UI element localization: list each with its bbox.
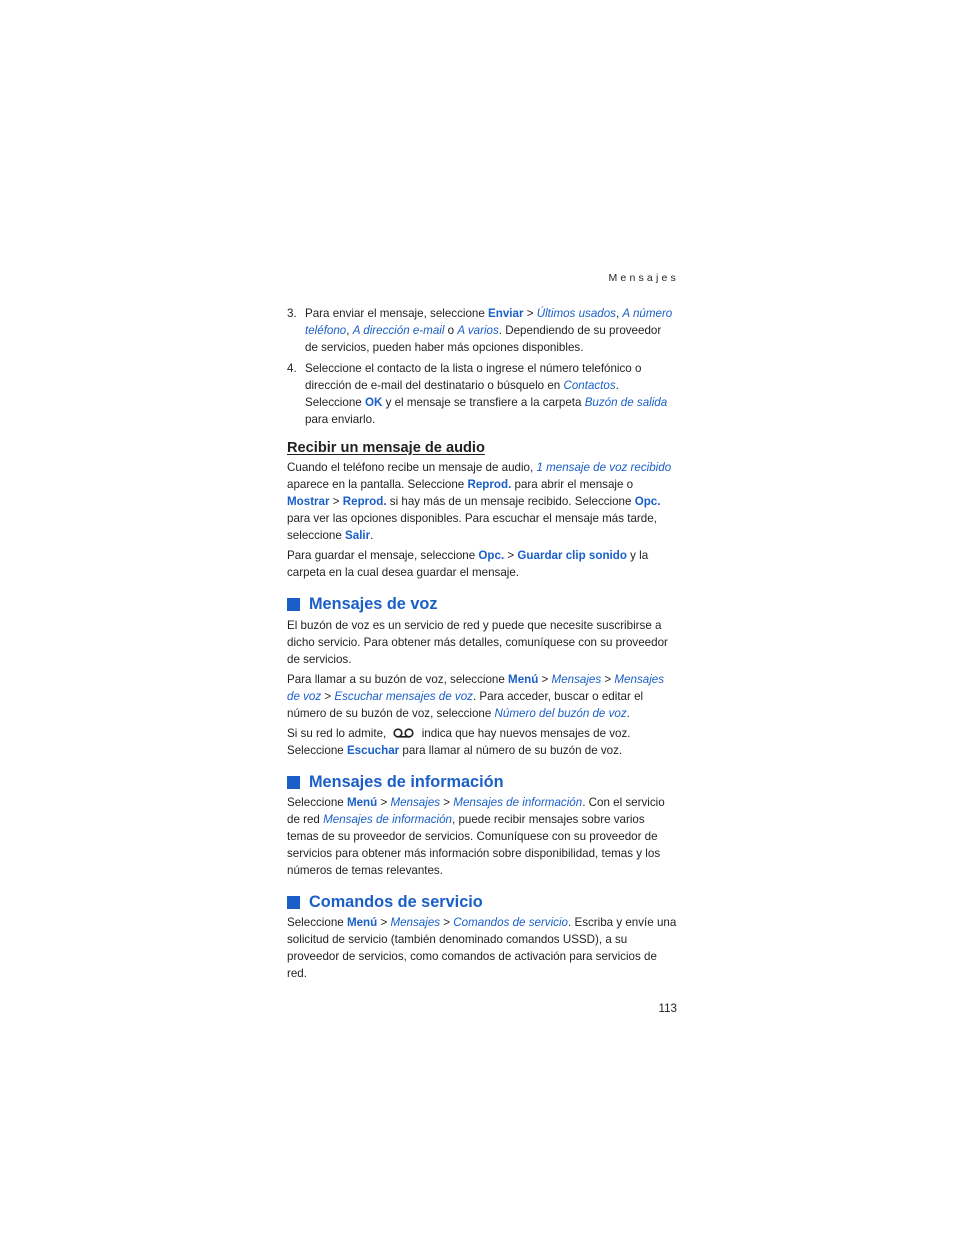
numero-buzon-option: Número del buzón de voz [494, 707, 627, 720]
audio-paragraph: Cuando el teléfono recibe un mensaje de audio, 1 mensaje de voz recibido aparece en la pantalla. Seleccione Reprod. para abrir el mensaje o Mostrar > Reprod. si hay más de un mensaje recibido. Seleccione Opc. para ver las opciones disponibles. Para escuchar el mensaje más tarde, seleccione Salir. [287, 461, 672, 542]
audio-save-paragraph: Para guardar el mensaje, seleccione Opc. > Guardar clip sonido y la carpeta en la cual desea guardar el mensaje. [287, 549, 649, 579]
step-item: 3. Para enviar el mensaje, seleccione Enviar > Últimos usados, A número teléfono, A dirección e-mail o A varios. Dependiendo de su proveedor de servicios, pueden haber más opciones disponibles. [287, 307, 673, 354]
menu-option: Menú [346, 796, 378, 809]
audio-subheading: Recibir un mensaje de audio [287, 440, 485, 456]
step-number: 4. [287, 362, 297, 375]
escuchar-option: Escuchar [346, 744, 400, 757]
voice-mail-heading: Mensajes de voz [287, 595, 677, 614]
square-bullet-icon [287, 896, 300, 909]
service-commands-paragraph: Seleccione Menú > Mensajes > Comandos de servicio. Escriba y envíe una solicitud de servicio (también denominado comandos USSD), a su proveedor de servicios, como comandos de activación para servicios de red. [287, 916, 677, 980]
running-header: Mensajes [608, 272, 679, 284]
opc-option: Opc. [634, 495, 661, 508]
square-bullet-icon [287, 598, 300, 611]
menu-option: Menú [346, 916, 378, 929]
opc-option: Opc. [478, 549, 505, 562]
buzon-salida-option: Buzón de salida [584, 396, 668, 409]
a-numero-option: A número teléfono [305, 307, 673, 337]
a-email-option: A dirección e-mail [352, 324, 445, 337]
mensajes-info-option: Mensajes de información [453, 796, 583, 809]
ok-option: OK [364, 396, 383, 409]
mostrar-option: Mostrar [287, 495, 330, 508]
mensajes-option: Mensajes [390, 916, 441, 929]
comandos-servicio-option: Comandos de servicio [453, 916, 569, 929]
contactos-option: Contactos [563, 379, 616, 392]
voice-mail-intro: El buzón de voz es un servicio de red y puede que necesite suscribirse a dicho servicio. Para obtener más detalles, comuníquese con su proveedor de servicios. [287, 619, 668, 666]
salir-option: Salir [345, 529, 371, 542]
square-bullet-icon [287, 776, 300, 789]
menu-option: Menú [508, 673, 539, 686]
step-item: 4. Seleccione el contacto de la lista o ingrese el número telefónico o dirección de e-mail del destinatario o búsquelo en Contactos. Seleccione OK y el mensaje se transfiere a la carpeta Buzón de salida para enviarlo. [287, 362, 668, 426]
mensajes-voz-option: Mensajes de voz [287, 673, 665, 703]
page-number: 113 [658, 1002, 677, 1015]
voice-mail-call-paragraph: Para llamar a su buzón de voz, seleccione Menú > Mensajes > Mensajes de voz > Escuchar mensajes de voz. Para acceder, buscar o editar el número de su buzón de voz, seleccione Número del buzón de voz. [287, 673, 665, 720]
guardar-clip-option: Guardar clip sonido [517, 549, 627, 562]
ultimos-usados-option: Últimos usados [536, 307, 616, 320]
voicemail-icon [393, 728, 414, 739]
mensajes-info-option: Mensajes de información [323, 813, 452, 826]
voice-mail-indicator-paragraph: Si su red lo admite, indica que hay nuevos mensajes de voz. Seleccione Escuchar para llamar al número de su buzón de voz. [287, 727, 631, 757]
mensajes-option: Mensajes [390, 796, 441, 809]
step-number: 3. [287, 307, 297, 320]
reprod-option: Reprod. [342, 495, 387, 508]
info-messages-paragraph: Seleccione Menú > Mensajes > Mensajes de información. Con el servicio de red Mensajes de información, puede recibir mensajes sobre varios temas de su proveedor de servicios. Comuníquese con su proveedor de servicios para obtener más información sobre disponibilidad, temas y los números de temas relevantes. [287, 796, 665, 877]
escuchar-mensajes-option: Escuchar mensajes de voz [334, 690, 473, 703]
mensajes-option: Mensajes [551, 673, 602, 686]
enviar-option: Enviar [488, 307, 524, 320]
voice-message-received-text: 1 mensaje de voz recibido [536, 461, 672, 474]
reprod-option: Reprod. [467, 478, 512, 491]
manual-page [287, 272, 677, 1015]
steps-list [287, 305, 677, 428]
service-commands-heading: Comandos de servicio [287, 893, 677, 912]
info-messages-heading: Mensajes de información [287, 773, 677, 792]
a-varios-option: A varios [457, 324, 499, 337]
